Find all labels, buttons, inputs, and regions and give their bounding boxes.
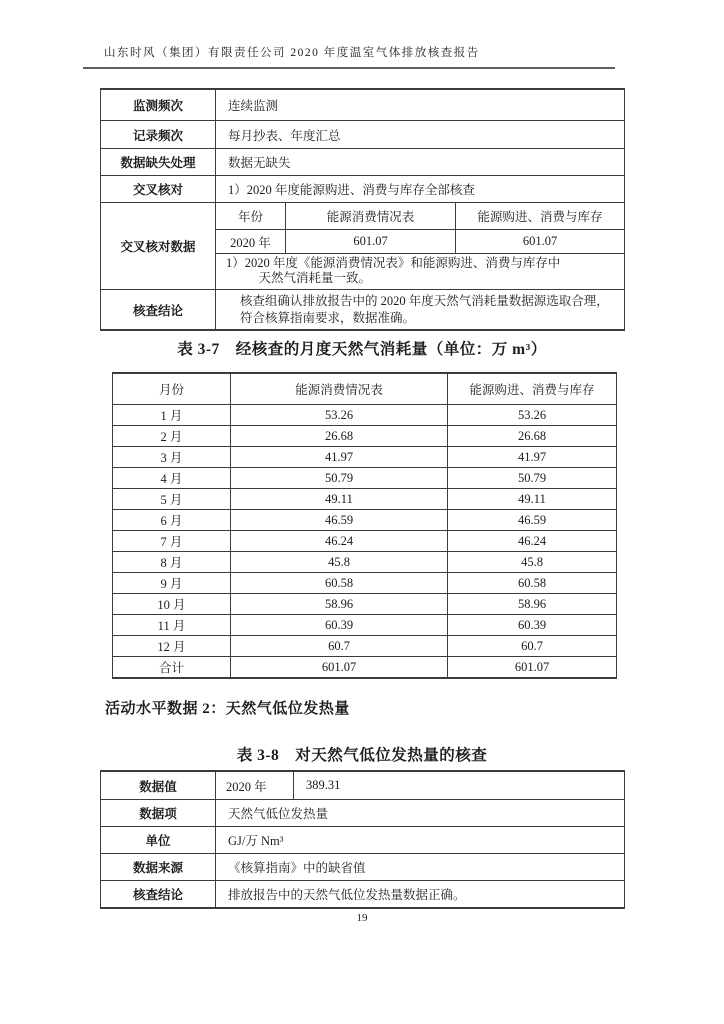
consumption-cell: 53.26: [231, 405, 448, 425]
consumption-cell: 60.39: [231, 615, 448, 635]
row-value: 《核算指南》中的缺省值: [228, 861, 366, 875]
row-value: 每月抄表、年度汇总: [228, 128, 341, 143]
page-header: [83, 44, 615, 69]
purchase-cell: 49.11: [518, 491, 546, 506]
consumption-cell: 60.7: [231, 636, 448, 656]
consumption-value-cell: 601.07: [286, 230, 456, 253]
table-row: [113, 593, 616, 614]
row-value: 数据无缺失: [228, 156, 291, 170]
consumption-cell: 60.58: [231, 573, 448, 593]
row-value: 1）2020 年度能源购进、消费与库存全部核查: [228, 183, 475, 197]
row-label: 监测频次: [101, 90, 216, 120]
month-cell: 10 月: [113, 594, 231, 614]
unit-row: [101, 826, 624, 853]
monitoring-table: [100, 88, 625, 331]
table-row: [101, 90, 624, 120]
row-value: GJ/万 Nm³: [228, 834, 284, 848]
monthly-consumption-table: [112, 372, 617, 679]
table-row: [113, 467, 616, 488]
value-cell: 389.31: [306, 778, 341, 792]
month-cell: 5 月: [113, 489, 231, 509]
consumption-cell: 26.68: [231, 426, 448, 446]
purchase-cell: 53.26: [517, 407, 547, 422]
row-value: [216, 290, 624, 329]
nested-header-row: [216, 203, 624, 230]
table-row: [113, 446, 616, 467]
table-row: [113, 572, 616, 593]
table-row: [113, 404, 616, 425]
table-row: [113, 488, 616, 509]
page-number: 19: [356, 912, 368, 924]
table-row: [113, 509, 616, 530]
data-value-row: [101, 772, 624, 799]
conclusion-text: 核查组确认排放报告中的 2020 年度天然气消耗量数据源选取合理，符合核算指南要求，数据准确。: [240, 293, 609, 325]
month-cell: 2 月: [113, 426, 231, 446]
table-row: [101, 148, 624, 175]
total-row: [113, 656, 616, 677]
table-row: [113, 551, 616, 572]
consumption-cell: 45.8: [231, 552, 448, 572]
purchase-cell: 58.96: [517, 596, 547, 611]
consumption-cell: 46.59: [231, 510, 448, 530]
note-line-2: 天然气消耗量一致。: [258, 271, 372, 285]
column-header-consumption-table: 能源消费情况表: [286, 203, 456, 229]
consumption-cell: 41.97: [231, 447, 448, 467]
row-label: 交叉核对: [101, 176, 216, 202]
consumption-cell: 46.24: [231, 531, 448, 551]
table-3-8-title: 表 3-8 对天然气低位发热量的核查: [236, 747, 488, 764]
month-cell: 12 月: [113, 636, 231, 656]
total-label-cell: 合计: [113, 657, 231, 677]
month-cell: 8 月: [113, 552, 231, 572]
table-row: [101, 120, 624, 148]
row-label: 数据值: [101, 772, 216, 799]
row-label: 核查结论: [101, 290, 216, 329]
column-header-purchase-inventory: 能源购进、消费与库存: [469, 383, 595, 397]
conclusion-row: [101, 289, 624, 329]
row-label: 记录频次: [101, 121, 216, 148]
month-cell: 1 月: [113, 405, 231, 425]
nested-data-row: [216, 230, 624, 254]
table-row: [113, 614, 616, 635]
row-value: 排放报告中的天然气低位发热量数据正确。: [228, 888, 466, 902]
month-cell: 11 月: [113, 615, 231, 635]
purchase-cell: 26.68: [517, 428, 547, 443]
cross-check-note: [216, 254, 624, 289]
row-label: 数据项: [101, 800, 216, 826]
consumption-cell: 50.79: [231, 468, 448, 488]
report-title: 山东时风（集团）有限责任公司 2020 年度温室气体排放核查报告: [104, 47, 480, 59]
total-consumption-cell: 601.07: [231, 657, 448, 677]
table-row: [113, 635, 616, 656]
month-cell: 7 月: [113, 531, 231, 551]
purchase-cell: 60.7: [521, 638, 543, 653]
data-item-row: [101, 799, 624, 826]
table-row: [113, 530, 616, 551]
section-heading-activity-data-2: 活动水平数据 2：天然气低位发热量: [105, 701, 350, 717]
table-row: [113, 425, 616, 446]
purchase-cell: 45.8: [521, 554, 543, 569]
month-cell: 6 月: [113, 510, 231, 530]
column-header-year: 年份: [216, 203, 286, 229]
table-3-7-title: 表 3-7 经核查的月度天然气消耗量（单位：万 m³）: [177, 341, 547, 358]
purchase-cell: 46.24: [517, 533, 547, 548]
table-row: [101, 175, 624, 202]
consumption-cell: 49.11: [231, 489, 448, 509]
row-label: 单位: [101, 827, 216, 853]
data-source-row: [101, 853, 624, 880]
cross-check-nested-table: [216, 203, 624, 289]
purchase-cell: 60.39: [517, 617, 547, 632]
purchase-cell: 50.79: [517, 470, 547, 485]
purchase-cell: 41.97: [517, 449, 547, 464]
note-line-1: 1）2020 年度《能源消费情况表》和能源购进、消费与库存中: [226, 256, 561, 270]
column-header-purchase-inventory: 能源购进、消费与库存: [477, 210, 603, 224]
purchase-cell: 46.59: [517, 512, 547, 527]
month-cell: 4 月: [113, 468, 231, 488]
header-row: [113, 374, 616, 404]
row-label: 数据缺失处理: [101, 149, 216, 175]
row-label: 交叉核对数据: [101, 203, 216, 289]
heating-value-table: [100, 770, 625, 909]
month-cell: 3 月: [113, 447, 231, 467]
consumption-cell: 58.96: [231, 594, 448, 614]
year-cell: 2020 年: [216, 230, 286, 253]
row-label: 数据来源: [101, 854, 216, 880]
cross-check-data-row: [101, 202, 624, 289]
year-cell: 2020 年: [216, 772, 294, 799]
column-header-month: 月份: [113, 374, 231, 404]
total-purchase-cell: 601.07: [514, 659, 550, 674]
column-header-consumption-table: 能源消费情况表: [231, 374, 448, 404]
month-cell: 9 月: [113, 573, 231, 593]
conclusion-row: [101, 880, 624, 907]
row-label: 核查结论: [101, 881, 216, 907]
row-value: 天然气低位发热量: [228, 807, 329, 821]
row-value: 连续监测: [228, 99, 279, 113]
purchase-value-cell: 601.07: [522, 234, 558, 248]
purchase-cell: 60.58: [517, 575, 547, 590]
